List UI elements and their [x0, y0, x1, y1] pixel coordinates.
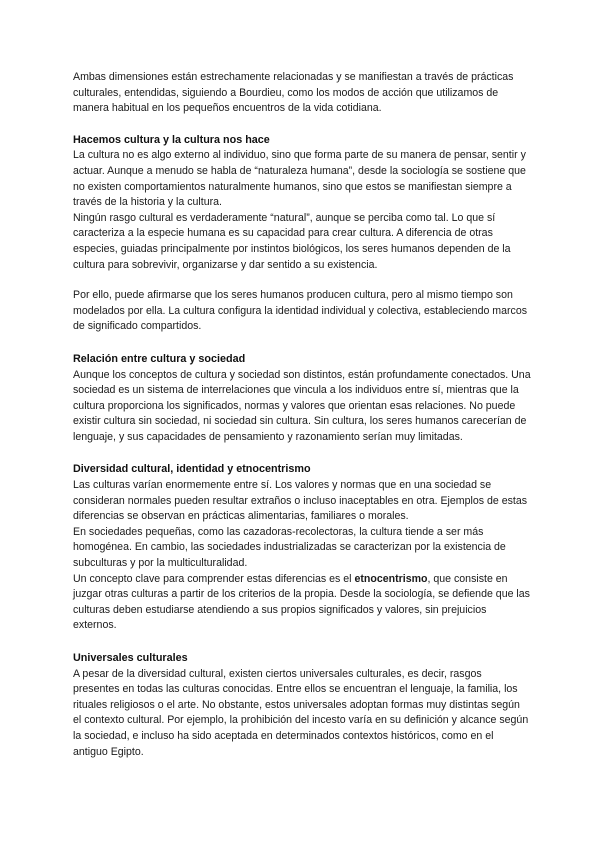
section-heading-diversidad-cultural: Diversidad cultural, identidad y etnocentrismo: [73, 463, 311, 476]
text-run: Un concepto clave para comprender estas diferencias es el: [73, 572, 355, 585]
paragraph: Por ello, puede afirmarse que los seres humanos producen cultura, pero al mismo tiempo son modelados por ella. La cultura configura la identidad individual y colectiva, estableciendo marcos de significado compartidos.: [73, 289, 528, 333]
text-run: , que consiste en juzgar otras culturas a partir de los criterios de la propia. Desde la sociología, se defiende que las culturas deben estudiarse atendiendo a sus propios significados y valores, sin prejuicios externos.: [73, 572, 530, 632]
document-body: [73, 70, 531, 760]
paragraph: La cultura no es algo externo al individuo, sino que forma parte de su manera de pensar, sentir y actuar. Aunque a menudo se habla de “naturaleza humana”, desde la sociología se sostiene que no existen comportamientos naturalmente humanos, sino que estos se manifiestan siempre a través de la historia y la cultura.: [73, 149, 526, 209]
intro-paragraph: Ambas dimensiones están estrechamente relacionadas y se manifiestan a través de prácticas culturales, entendidas, siguiendo a Bourdieu, como los modos de acción que utilizamos de manera habitual en los pequeños encuentros de la vida cotidiana.: [73, 71, 514, 115]
paragraph: Aunque los conceptos de cultura y sociedad son distintos, están profundamente conectados. Una sociedad es un sistema de interrelaciones que vincula a los individuos entre sí, mientras que la cultura proporciona los significados, normas y valores que orientan esas relaciones. No puede existir cultura sin sociedad, ni sociedad sin cultura. Sin cultura, los seres humanos carecerían de lenguaje, y sus capacidades de pensamiento y razonamiento serían muy limitadas.: [73, 368, 531, 443]
section-heading-relacion-cultura-sociedad: Relación entre cultura y sociedad: [73, 352, 246, 365]
section-heading-universales-culturales: Universales culturales: [73, 652, 188, 664]
paragraph: Las culturas varían enormemente entre sí. Los valores y normas que en una sociedad se consideran normales pueden resultar extraños o incluso inaceptables en otra. Ejemplos de estas diferencias se observan en prácticas alimentarias, familiares o morales.: [73, 479, 528, 523]
paragraph: A pesar de la diversidad cultural, existen ciertos universales culturales, es decir, rasgos presentes en todas las culturas conocidas. Entre ellos se encuentran el lenguaje, la familia, los rituales religiosos o el arte. No obstante, estos universales adoptan formas muy distintas según el contexto cultural. Por ejemplo, la prohibición del incesto varía en su definición y alcance según la sociedad, e incluso ha sido aceptada en determinados contextos históricos, como en el antiguo Egipto.: [73, 667, 529, 758]
paragraph: En sociedades pequeñas, como las cazadoras-recolectoras, la cultura tiende a ser más homogénea. En cambio, las sociedades industrializadas se caracterizan por la existencia de subculturas y por la multiculturalidad.: [73, 525, 506, 570]
section-heading-hacemos-cultura: Hacemos cultura y la cultura nos hace: [73, 133, 270, 146]
paragraph-etnocentrismo: [73, 572, 531, 634]
key-term-etnocentrismo: etnocentrismo: [354, 572, 428, 585]
paragraph: Ningún rasgo cultural es verdaderamente “natural”, aunque se perciba como tal. Lo que sí caracteriza a la especie humana es su capacidad para crear cultura. A diferencia de otras especies, guiadas principalmente por instintos biológicos, los seres humanos dependen de la cultura para sobrevivir, organizarse y dar sentido a su existencia.: [73, 211, 511, 271]
